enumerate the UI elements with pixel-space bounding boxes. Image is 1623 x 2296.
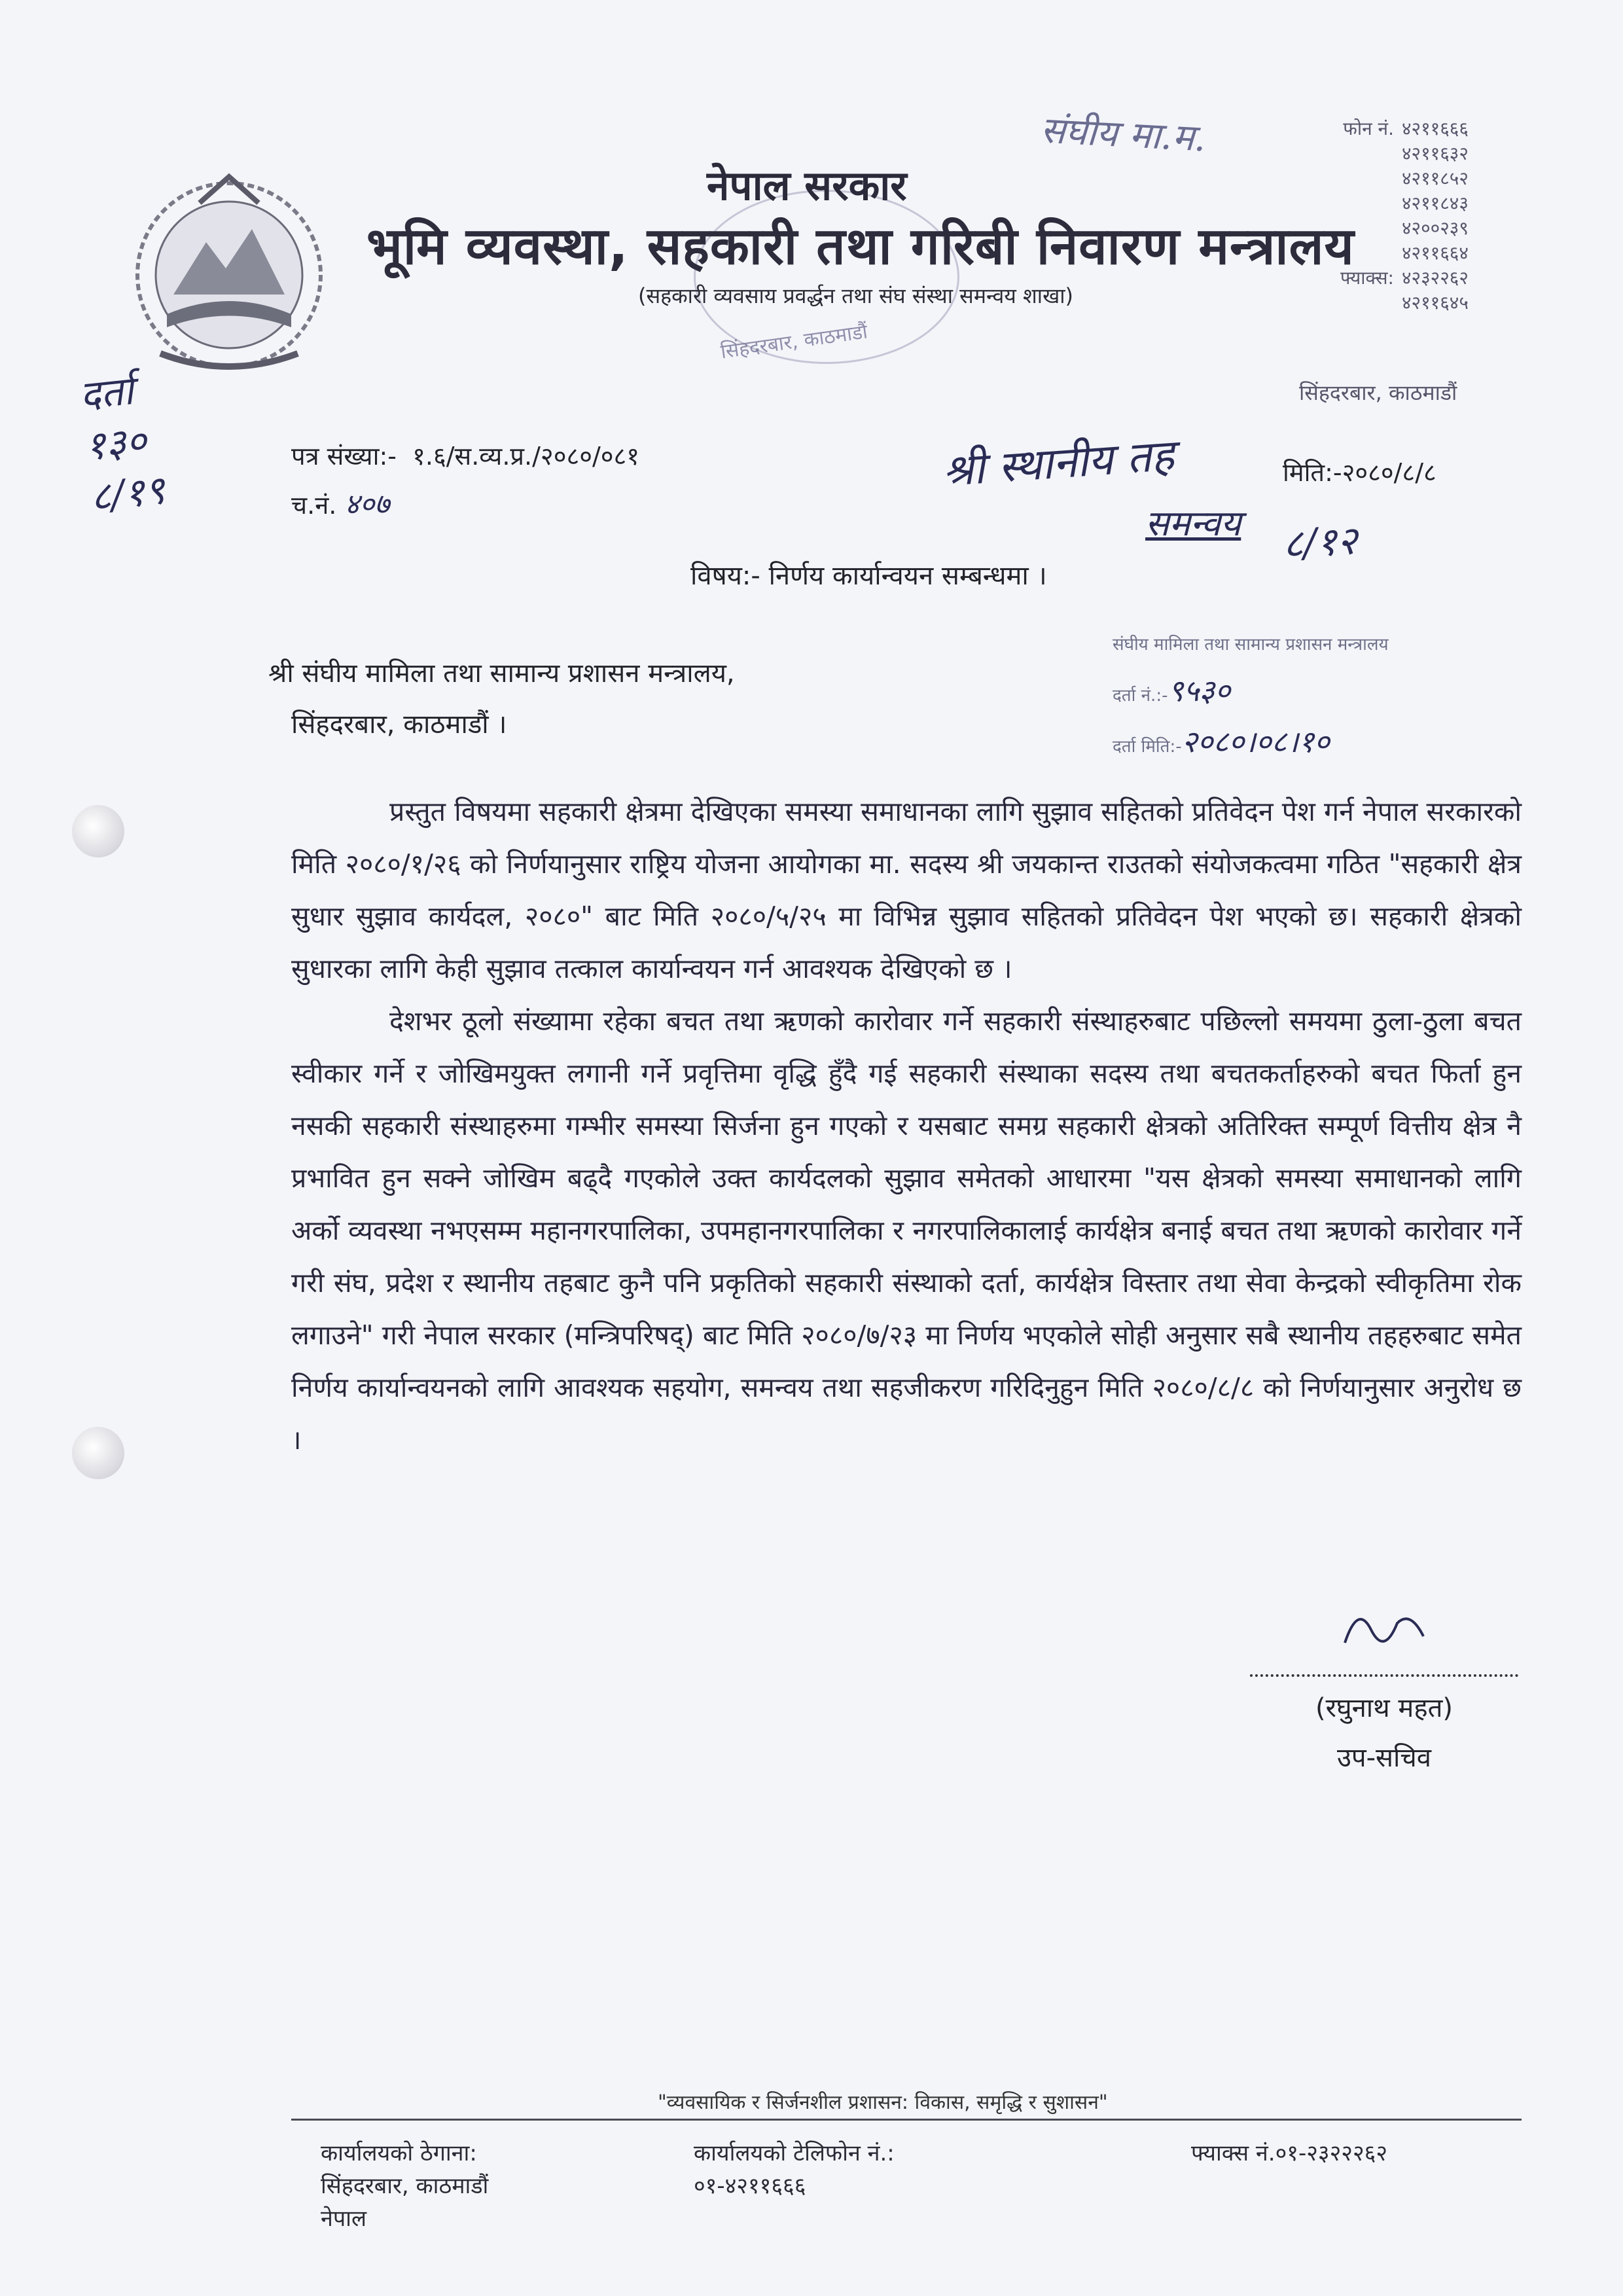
punch-hole-top	[72, 805, 124, 857]
recipient-block	[268, 648, 735, 750]
contact-row: ४२११६३२	[1402, 143, 1469, 164]
footer-address: कार्यालयको ठेगाना: सिंहदरबार, काठमाडौं नेपाल	[321, 2140, 489, 2232]
ministry-title: भूमि व्यवस्था, सहकारी तथा गरिबी निवारण मन्त्रालय	[366, 217, 1355, 276]
reg-line1: दर्ता	[77, 368, 135, 420]
received-office: संघीय मामिला तथा सामान्य प्रशासन मन्त्रालय	[1113, 635, 1389, 655]
contact-list	[1302, 117, 1469, 315]
handwritten-top-note: संघीय मा.म.	[1039, 109, 1207, 160]
signatory-title: उप-सचिव	[1336, 1743, 1432, 1773]
handwritten-initials: ८/१२	[1281, 518, 1359, 567]
footer-divider	[291, 2119, 1522, 2121]
letter-date: मिति:-२०८०/८/८	[1283, 458, 1436, 487]
contact-row: फोन नं. ४२११६६६	[1343, 118, 1469, 139]
subject-line: विषय:- निर्णय कार्यान्वयन सम्बन्धमा ।	[690, 561, 1047, 591]
stamp-text: सिंहदरबार, काठमाडौं	[719, 320, 869, 364]
contact-row: फ्याक्स: ४२३२२६२	[1340, 267, 1469, 289]
signature-mark-icon	[1332, 1597, 1436, 1656]
signature-line	[1250, 1656, 1518, 1677]
recipient-line2: सिंहदरबार, काठमाडौं ।	[291, 709, 507, 740]
handwritten-registration-note	[77, 363, 168, 524]
footer-phone: कार्यालयको टेलिफोन नं.: ०१-४२११६६६	[694, 2140, 895, 2199]
footer-fax: फ्याक्स नं.०१-२३२२२६२	[1191, 2140, 1388, 2166]
signature-block	[1247, 1597, 1522, 1783]
contact-row: ४२००२३९	[1402, 217, 1469, 239]
nepal-emblem-icon	[121, 164, 337, 380]
header-address: सिंहदरबार, काठमाडौं	[1299, 380, 1457, 405]
letter-body	[291, 785, 1522, 1466]
contact-row: ४२११८५२	[1402, 168, 1469, 189]
punch-hole-bottom	[72, 1427, 124, 1479]
contact-row: ४२११६६४	[1402, 242, 1469, 264]
recipient-line1: श्री संघीय मामिला तथा सामान्य प्रशासन मन्त्रालय,	[268, 658, 735, 689]
signatory-name: (रघुनाथ महत)	[1315, 1693, 1453, 1723]
letter-number: पत्र संख्या:- १.६/स.व्य.प्र./२०८०/०८१	[291, 442, 640, 471]
reg-line2: १३०	[82, 418, 149, 470]
reg-line3: ८/१९	[88, 467, 168, 521]
body-paragraph: देशभर ठूलो संख्यामा रहेका बचत तथा ऋणको कारोवार गर्ने सहकारी संस्थाहरुबाट पछिल्लो समयमा ठुला-ठुला बचत स्वीकार गर्ने र जोखिमयुक्त लगानी गर्ने प्रवृत्तिमा वृद्धि हुँदै गई सहकारी संस्थाका सदस्य तथा बचतकर्ताहरुको बचत फिर्ता हुन नसकी सहकारी संस्थाहरुमा गम्भीर समस्या सिर्जना हुन गएको र यसबाट समग्र सहकारी क्षेत्रको अतिरिक्त सम्पूर्ण वित्तीय क्षेत्र नै प्रभावित हुन सक्ने जोखिम बढ्दै गएकोले उक्त कार्यदलको सुझाव समेतको आधारमा "यस क्षेत्रको समस्या समाधानको लागि अर्को व्यवस्था नभएसम्म महानगरपालिका, उपमहानगरपालिका र नगरपालिकालाई कार्यक्षेत्र बनाई बचत तथा ऋणको कारोवार गर्ने गरी संघ, प्रदेश र स्थानीय तहबाट कुनै पनि प्रकृतिको सहकारी संस्थाको दर्ता, कार्यक्षेत्र विस्तार तथा सेवा केन्द्रको स्वीकृतिमा रोक लगाउने" गरी नेपाल सरकार (मन्त्रिपरिषद्) बाट मिति २०८०/७/२३ मा निर्णय भएकोले सोही अनुसार सबै स्थानीय तहहरुबाट समेत निर्णय कार्यान्वयनको लागि आवश्यक सहयोग, समन्वय तथा सहजीकरण गरिदिनुहुन मिति २०८०/८/८ को निर्णयानुसार अनुरोध छ ।	[291, 1005, 1522, 1456]
handwritten-marking-line2: समन्वय	[1145, 503, 1241, 544]
footer-motto: "व्यवसायिक र सिर्जनशील प्रशासन: विकास, समृद्धि र सुशासन"	[658, 2091, 1108, 2114]
body-paragraph: प्रस्तुत विषयमा सहकारी क्षेत्रमा देखिएका समस्या समाधानका लागि सुझाव सहितको प्रतिवेदन पेश गर्न नेपाल सरकारको मिति २०८०/१/२६ को निर्णयानुसार राष्ट्रिय योजना आयोगका मा. सदस्य श्री जयकान्त राउतको संयोजकत्वमा गठित "सहकारी क्षेत्र सुधार सुझाव कार्यदल, २०८०" बाट मिति २०८०/५/२५ मा विभिन्न सुझाव सहितको प्रतिवेदन पेश भएको छ। सहकारी क्षेत्रको सुधारका लागि केही सुझाव तत्काल कार्यान्वयन गर्न आवश्यक देखिएको छ ।	[291, 796, 1522, 984]
contact-row: ४२११६४५	[1402, 292, 1469, 314]
contact-row: ४२११८४३	[1402, 192, 1469, 214]
branch-name: (सहकारी व्यवसाय प्रवर्द्धन तथा संघ संस्था समन्वय शाखा)	[638, 283, 1074, 308]
received-number: दर्ता नं.:-९५३०	[1113, 673, 1231, 708]
received-stamp	[1113, 622, 1389, 770]
received-date: दर्ता मिति:-२०८०।०८।१०	[1113, 724, 1330, 759]
dispatch-number: च.नं. ४०७	[291, 488, 390, 521]
government-title: नेपाल सरकार	[707, 162, 907, 209]
handwritten-marking-line1: श्री स्थानीय तह	[940, 429, 1176, 497]
